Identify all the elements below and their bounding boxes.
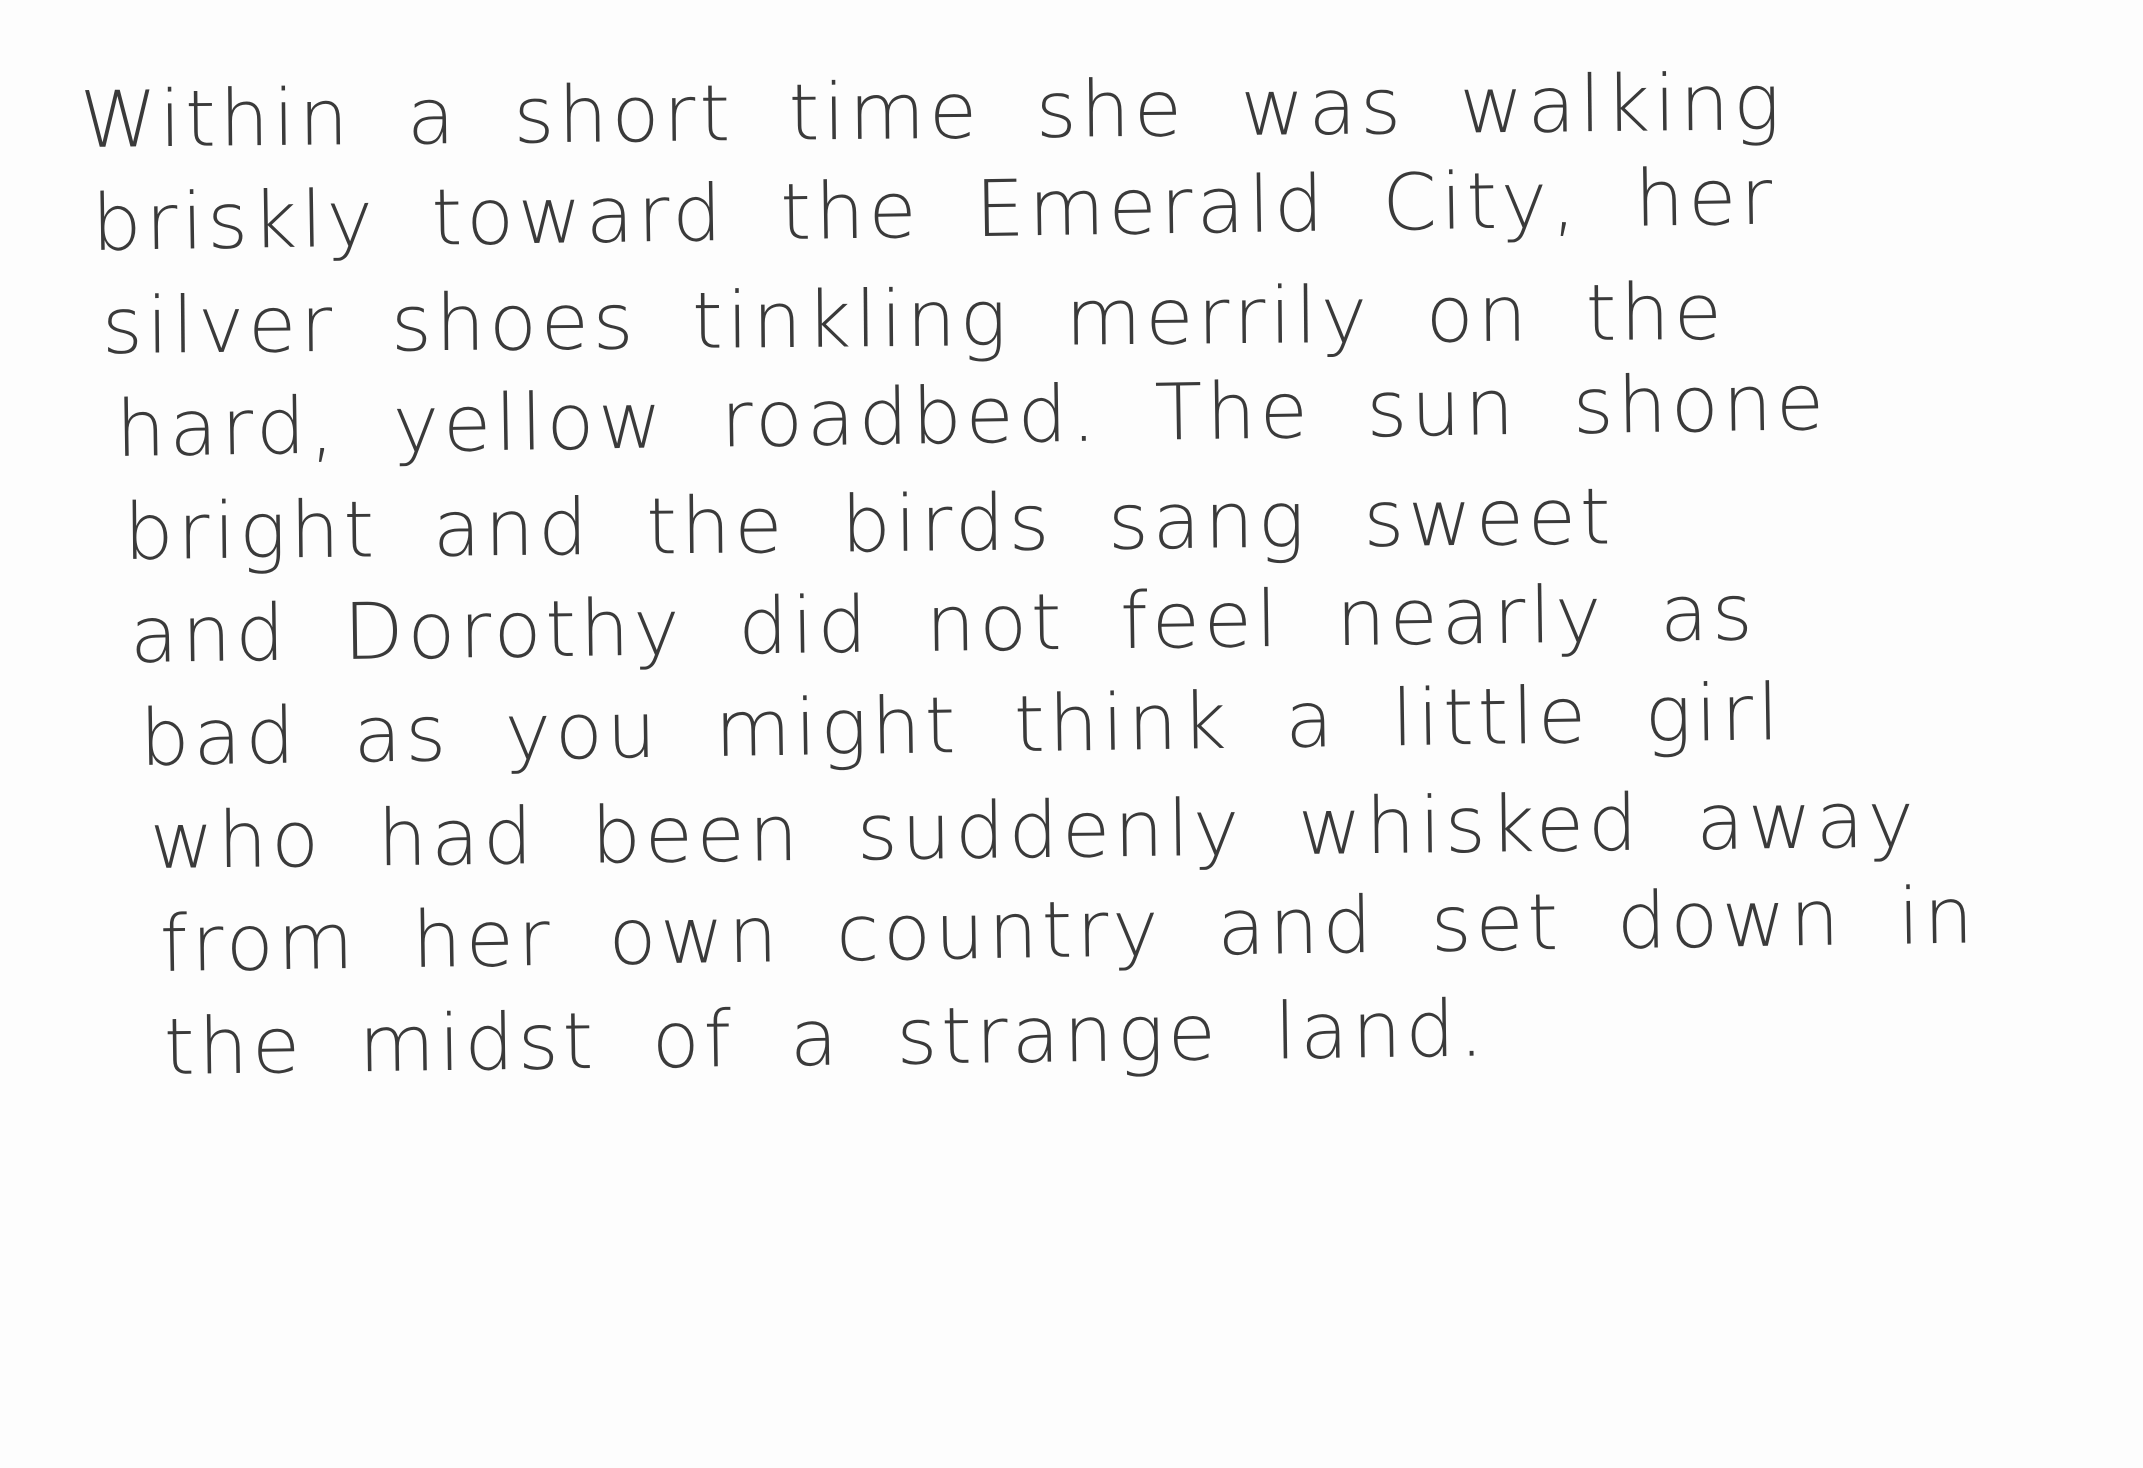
handwritten-line-4: hard, yellow roadbed. The sun shone [115,358,1829,475]
handwritten-line-9: from her own country and set down in [159,871,1978,990]
handwritten-line-5: bright and the birds sang sweet [123,472,1615,578]
handwritten-line-7: bad as you might think a little girl [139,668,1784,784]
handwritten-line-3: silver shoes tinkling merrily on the [101,267,1727,372]
handwritten-line-6: and Dorothy did not feel nearly as [129,568,1758,681]
handwritten-passage [60,58,2080,1100]
handwritten-line-10: the midst of a strange land. [163,984,1489,1093]
handwritten-line-1: Within a short time she was walking [79,58,1785,166]
handwritten-line-2: briskly toward the Emerald City, her [91,152,1777,269]
handwritten-line-8: who had been suddenly whisked away [149,775,1919,887]
